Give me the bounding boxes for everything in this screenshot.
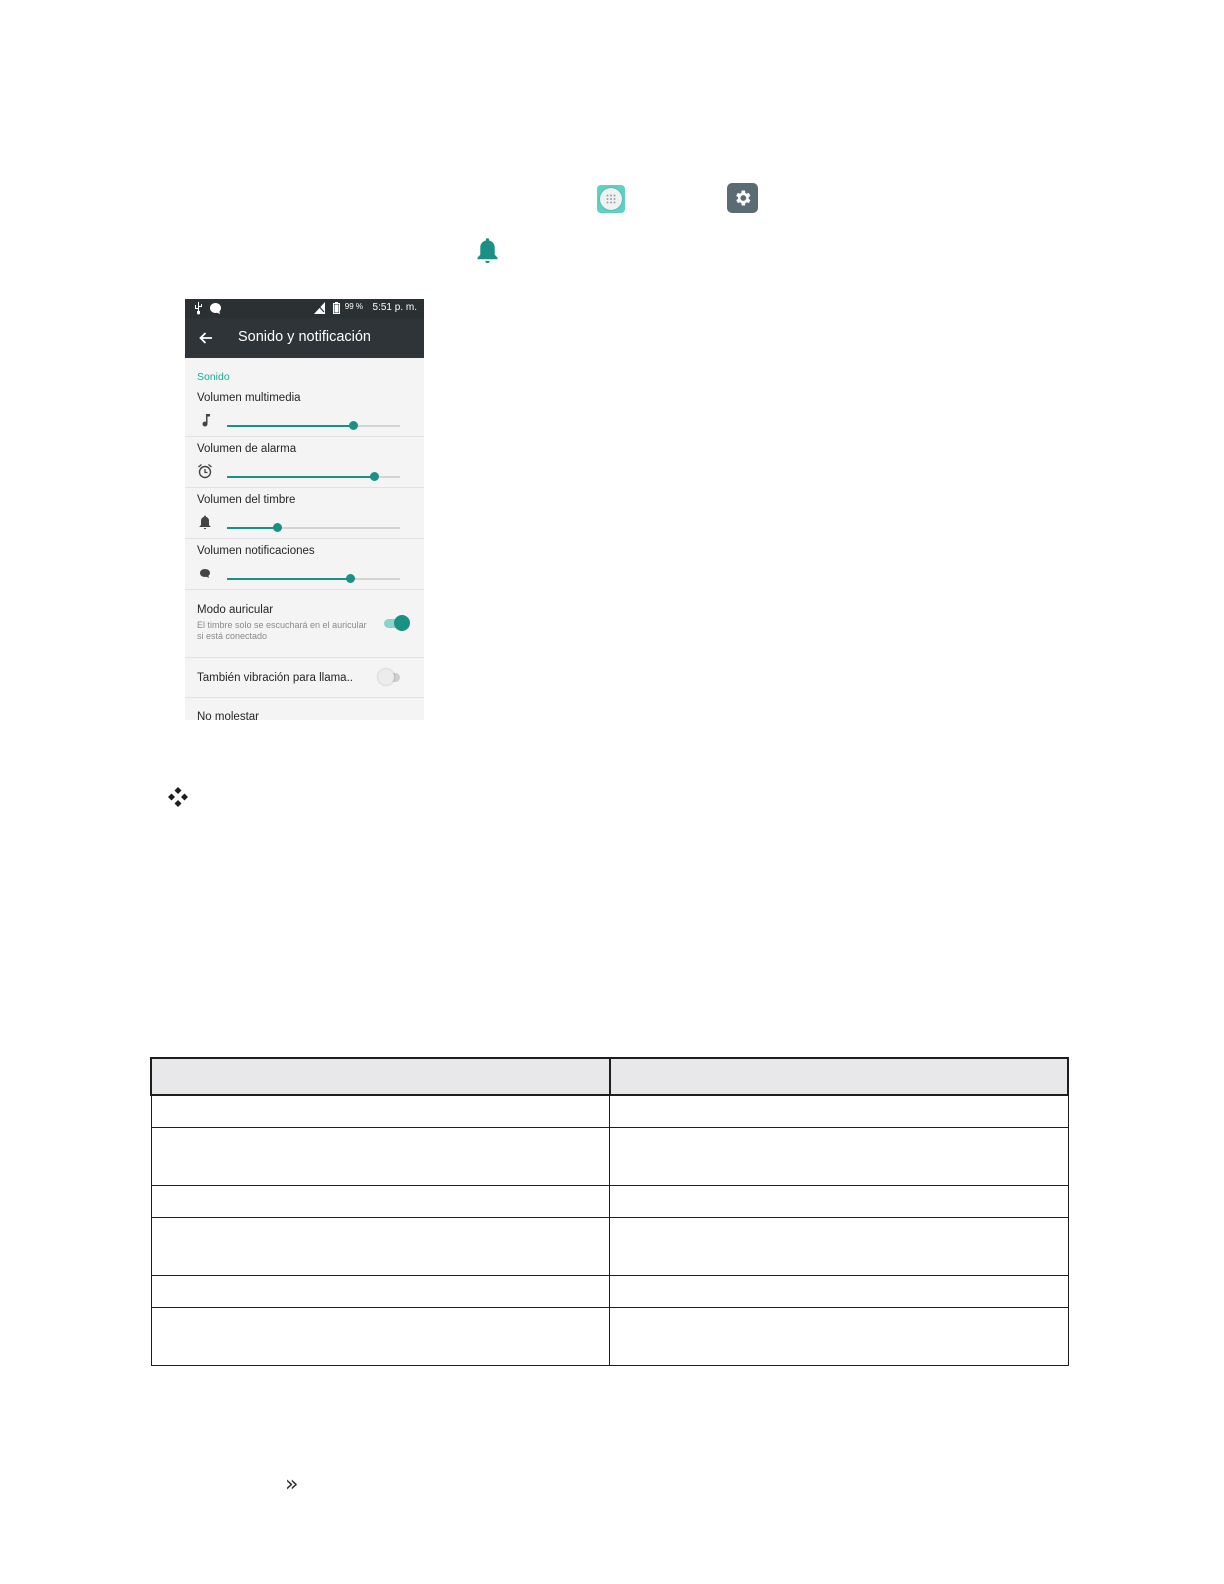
music-note-icon — [197, 412, 213, 428]
table-cell — [610, 1095, 1069, 1128]
table-header-row — [151, 1058, 1068, 1095]
settings-gear-icon — [727, 183, 758, 213]
table-cell — [610, 1218, 1069, 1276]
battery-icon — [333, 302, 340, 314]
table-cell — [151, 1128, 610, 1186]
volume-label: Volumen de alarma — [197, 443, 297, 455]
double-chevron-icon: » — [285, 1472, 299, 1497]
tip-diamonds-icon — [167, 786, 189, 808]
setting-vibracion-llamadas[interactable] — [185, 658, 424, 698]
battery-percent: 99 % — [344, 302, 363, 311]
usb-icon — [194, 302, 203, 315]
table-cell — [610, 1186, 1069, 1218]
table-cell — [610, 1276, 1069, 1308]
settings-table — [150, 1057, 1069, 1366]
table-cell — [151, 1095, 610, 1128]
status-time: 5:51 p. m. — [372, 302, 417, 313]
signal-icon — [314, 302, 325, 314]
table-page-cut — [140, 1376, 1090, 1406]
setting-description: El timbre solo se escuchará en el auricular si está conectado — [197, 620, 367, 641]
table-header-cell — [151, 1058, 610, 1095]
status-bar — [185, 299, 424, 318]
app-bar — [185, 318, 424, 358]
table-cell — [151, 1308, 610, 1366]
table-row — [151, 1308, 1068, 1366]
table-cell — [151, 1218, 610, 1276]
table-cell — [151, 1186, 610, 1218]
volume-label: Volumen multimedia — [197, 392, 301, 404]
table-row — [151, 1186, 1068, 1218]
notification-bubble-icon — [197, 565, 213, 581]
volume-label: Volumen del timbre — [197, 494, 296, 506]
bell-icon — [197, 514, 213, 530]
table-row — [151, 1095, 1068, 1128]
table-cell — [610, 1308, 1069, 1366]
table-row — [151, 1276, 1068, 1308]
volume-row-multimedia — [185, 385, 424, 437]
volume-slider-timbre[interactable] — [227, 521, 400, 535]
volume-row-notificaciones — [185, 538, 424, 590]
setting-label: Modo auricular — [197, 604, 274, 616]
table-row — [151, 1128, 1068, 1186]
auricular-toggle[interactable] — [384, 615, 408, 631]
volume-slider-notificaciones[interactable] — [227, 572, 400, 586]
setting-label: También vibración para llama.. — [197, 672, 353, 684]
table-header-cell — [610, 1058, 1069, 1095]
slider-thumb[interactable] — [273, 523, 282, 532]
section-header-sonido: Sonido — [197, 371, 230, 383]
screen-title: Sonido y notificación — [238, 329, 371, 345]
table-row — [151, 1218, 1068, 1276]
apps-grid-icon — [606, 194, 616, 204]
setting-no-molestar[interactable]: No molestar — [197, 711, 259, 720]
slider-thumb[interactable] — [346, 574, 355, 583]
volume-row-timbre — [185, 487, 424, 539]
chat-bubble-icon — [209, 302, 222, 315]
bell-icon — [474, 237, 501, 272]
slider-thumb[interactable] — [370, 472, 379, 481]
slider-thumb[interactable] — [349, 421, 358, 430]
volume-slider-multimedia[interactable] — [227, 419, 400, 433]
back-arrow-icon[interactable] — [198, 330, 214, 346]
table-cell — [610, 1128, 1069, 1186]
volume-row-alarma — [185, 436, 424, 488]
apps-icon — [597, 185, 625, 213]
setting-modo-auricular[interactable] — [185, 590, 424, 658]
table-cell — [151, 1276, 610, 1308]
alarm-clock-icon — [197, 463, 213, 479]
volume-slider-alarma[interactable] — [227, 470, 400, 484]
vibracion-toggle[interactable] — [378, 669, 402, 685]
volume-label: Volumen notificaciones — [197, 545, 315, 557]
phone-screenshot — [185, 299, 424, 720]
